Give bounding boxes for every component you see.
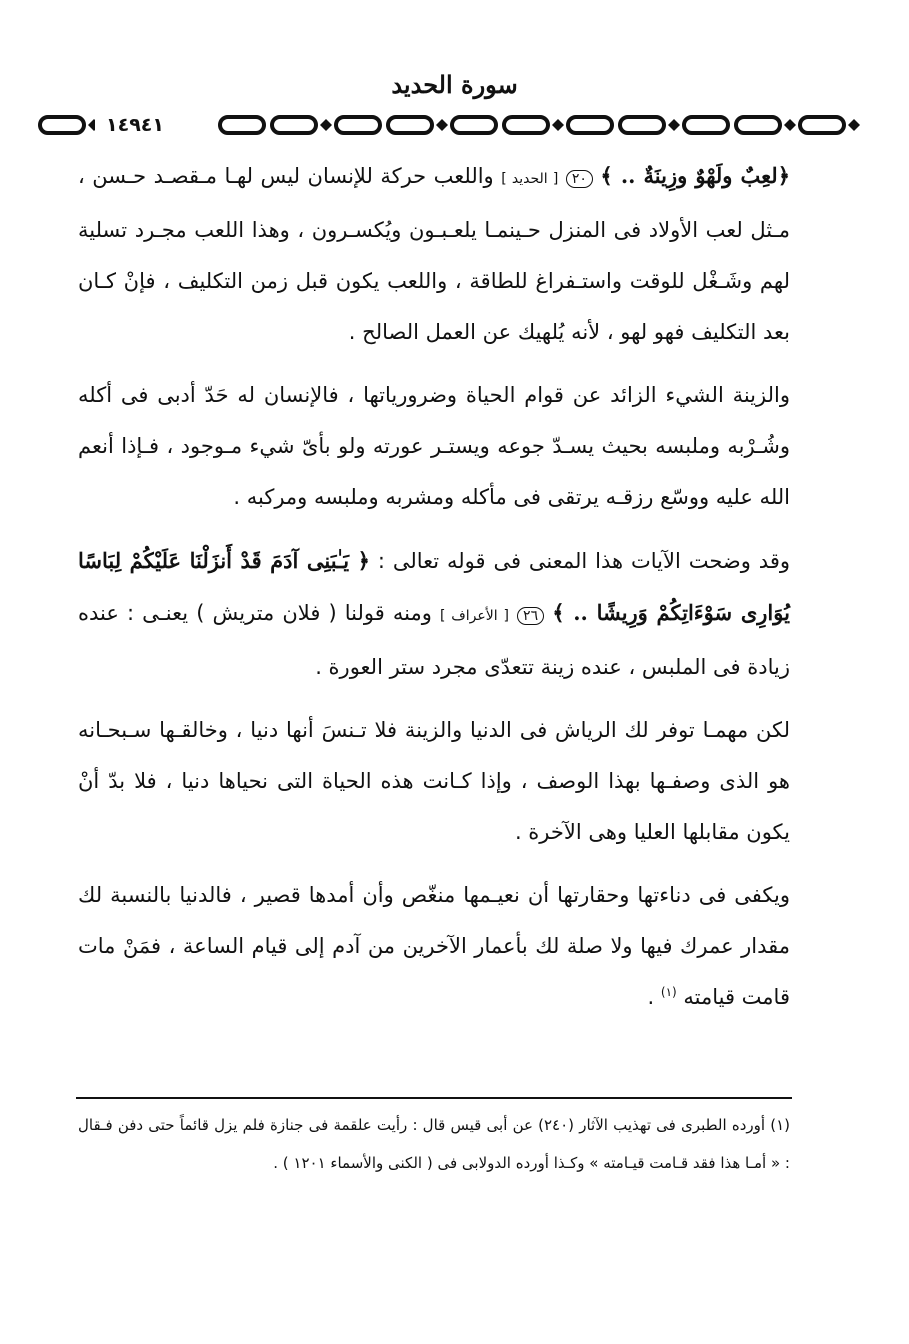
paragraph-text: ويكفى فى دناءتها وحقارتها أن نعيـمها منغّص وأن أمدها قصير ، فالدنيا بالنسبة لك مقدار عمرك فيها ولا صلة لك بأعمار الآخرين من آدم إلى قيام الساعة ، فمَنْ مات قامت قيامته: [78, 883, 790, 1009]
ayah-number: ٢٦: [517, 607, 544, 625]
surah-title: سورة الحديد: [391, 70, 518, 99]
paragraph-4: لكن مهمـا توفر لك الرياش فى الدنيا والزينة فلا تـنسَ أنها دنيا ، وخالقـها سـبحـانه هو الذى وصفـها بهذا الوصف ، وإذا كـانت هذه الحياة التى نحياها دنيا ، فلا بدّ أنْ يكون مقابلها العليا وهى الآخرة .: [78, 718, 790, 844]
paragraph-text: وقد وضحت الآيات هذا المعنى فى قوله تعالى :: [377, 549, 791, 573]
paragraph-end: .: [647, 985, 655, 1009]
paragraph-3: [78, 535, 790, 693]
footnote-divider: [76, 1097, 792, 1099]
quran-verse: ﴿لعِبٌ ولَهْوٌ وزِينَةٌ .. ﴾: [600, 163, 790, 188]
paragraph-text: ومنه قولنا ( فلان متريش ) يعنـى : عنده زيادة فى الملبس ، عنده زينة تتعدّى مجرد ستر العورة .: [78, 601, 790, 679]
page-number: ١٤٩٤١: [95, 110, 175, 140]
surah-reference: [ الحديد ]: [501, 171, 559, 187]
paragraph-2: والزينة الشيء الزائد عن قوام الحياة وضرورياتها ، فالإنسان له حَدّ أدبى فى أكله وشُـرْبه وملبسه بحيث يسـدّ جوعه ويستـر عورته ولو بأىّ شيء مـوجود ، فـإذا أنعم الله عليه ووسّع رزقـه يرتقى فى مأكله ومشربه وملبسه ومركبه .: [78, 383, 790, 509]
ayah-number: ٢٠: [566, 170, 593, 188]
surah-reference: [ الأعراف ]: [439, 608, 509, 624]
footnote: (١) أورده الطبرى فى تهذيب الآثار (٢٤٠) عن أبى قيس قال : رأيت علقمة فى جنازة فلم يزل قائماً حتى دفن فـقال : « أمـا هذا فقد قـامت قيـامته » وكـذا أورده الدولابى فى ( الكنى والأسماء ١٢٠١ ) .: [78, 1116, 790, 1172]
paragraph-1: [78, 150, 790, 358]
main-text: [78, 150, 790, 1035]
paragraph-5: [78, 870, 790, 1023]
quran-verse: ﴿ يَـٰبَنِى آدَمَ قَدْ أَنزَلْنَا عَلَيْكُمْ لِبَاسًا يُوَارِى سَوْءَاتِكُمْ وَرِيشًا .. ﴾: [78, 548, 790, 625]
paragraph-text: واللعب حركة للإنسان ليس لهـا مـقصـد حـسن ، مـثل لعب الأولاد فى المنزل حـينمـا يلعـبـون ويُكسـرون ، وهذا اللعب مجـرد تسلية لهم وشَـغْل للوقت واستـفراغ للطاقة ، واللعب يكون قبل زمن التكليف ، فإنْ كـان بعد التكليف فهو لهو ، لأنه يُلهيك عن العمل الصالح .: [78, 164, 790, 344]
footnote-marker: (١): [660, 985, 677, 999]
